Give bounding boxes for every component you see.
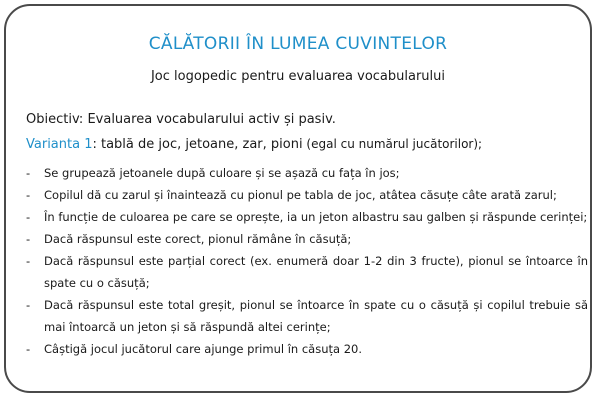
list-item-text: Dacă răspunsul este corect, pionul rămâne în căsuță;: [44, 232, 352, 246]
instruction-card: [4, 4, 592, 393]
bullet-dash: -: [26, 298, 31, 312]
list-item-text: Copilul dă cu zarul și înaintează cu pionul pe tabla de joc, atâtea căsuțe câte arată zarul;: [44, 188, 557, 202]
list-item: [26, 162, 588, 184]
page-title: CĂLĂTORII ÎN LUMEA CUVINTELOR: [148, 34, 448, 54]
bullet-dash: -: [26, 254, 31, 268]
list-item: [26, 228, 588, 250]
bullet-dash: -: [26, 188, 31, 202]
objective-text: Obiectiv: Evaluarea vocabularului activ și pasiv.: [26, 112, 336, 127]
bullet-dash: -: [26, 232, 31, 246]
list-item: [26, 294, 588, 338]
list-item-text: Câștigă jocul jucătorul care ajunge primul în căsuța 20.: [44, 342, 363, 356]
list-item: [26, 250, 588, 294]
list-item-text: Dacă răspunsul este total greșit, pionul se întoarce în spate cu o căsuță și copilul trebuie să mai întoarcă un jeton și să răspundă altei cerințe;: [44, 298, 588, 334]
variant-note: (egal cu numărul jucătorilor);: [302, 137, 483, 151]
list-item-text: În funcție de culoarea pe care se oprește, ia un jeton albastru sau galben și răspunde cerinței;: [44, 210, 588, 224]
list-item: [26, 184, 588, 206]
list-item: [26, 206, 588, 228]
variant-materials: : tablă de joc, jetoane, zar, pioni: [92, 137, 303, 152]
list-item: [26, 338, 588, 360]
rules-list: [26, 162, 588, 360]
page-subtitle: Joc logopedic pentru evaluarea vocabularului: [150, 69, 446, 84]
list-item-text: Dacă răspunsul este parțial corect (ex. enumeră doar 1-2 din 3 fructe), pionul se întoarce în spate cu o căsuță;: [44, 254, 588, 290]
variant-label: Varianta 1: [26, 137, 93, 152]
list-item-text: Se grupează jetoanele după culoare și se așază cu fața în jos;: [44, 166, 400, 180]
bullet-dash: -: [26, 166, 31, 180]
bullet-dash: -: [26, 210, 31, 224]
bullet-dash: -: [26, 342, 31, 356]
variant-line: [26, 137, 482, 152]
